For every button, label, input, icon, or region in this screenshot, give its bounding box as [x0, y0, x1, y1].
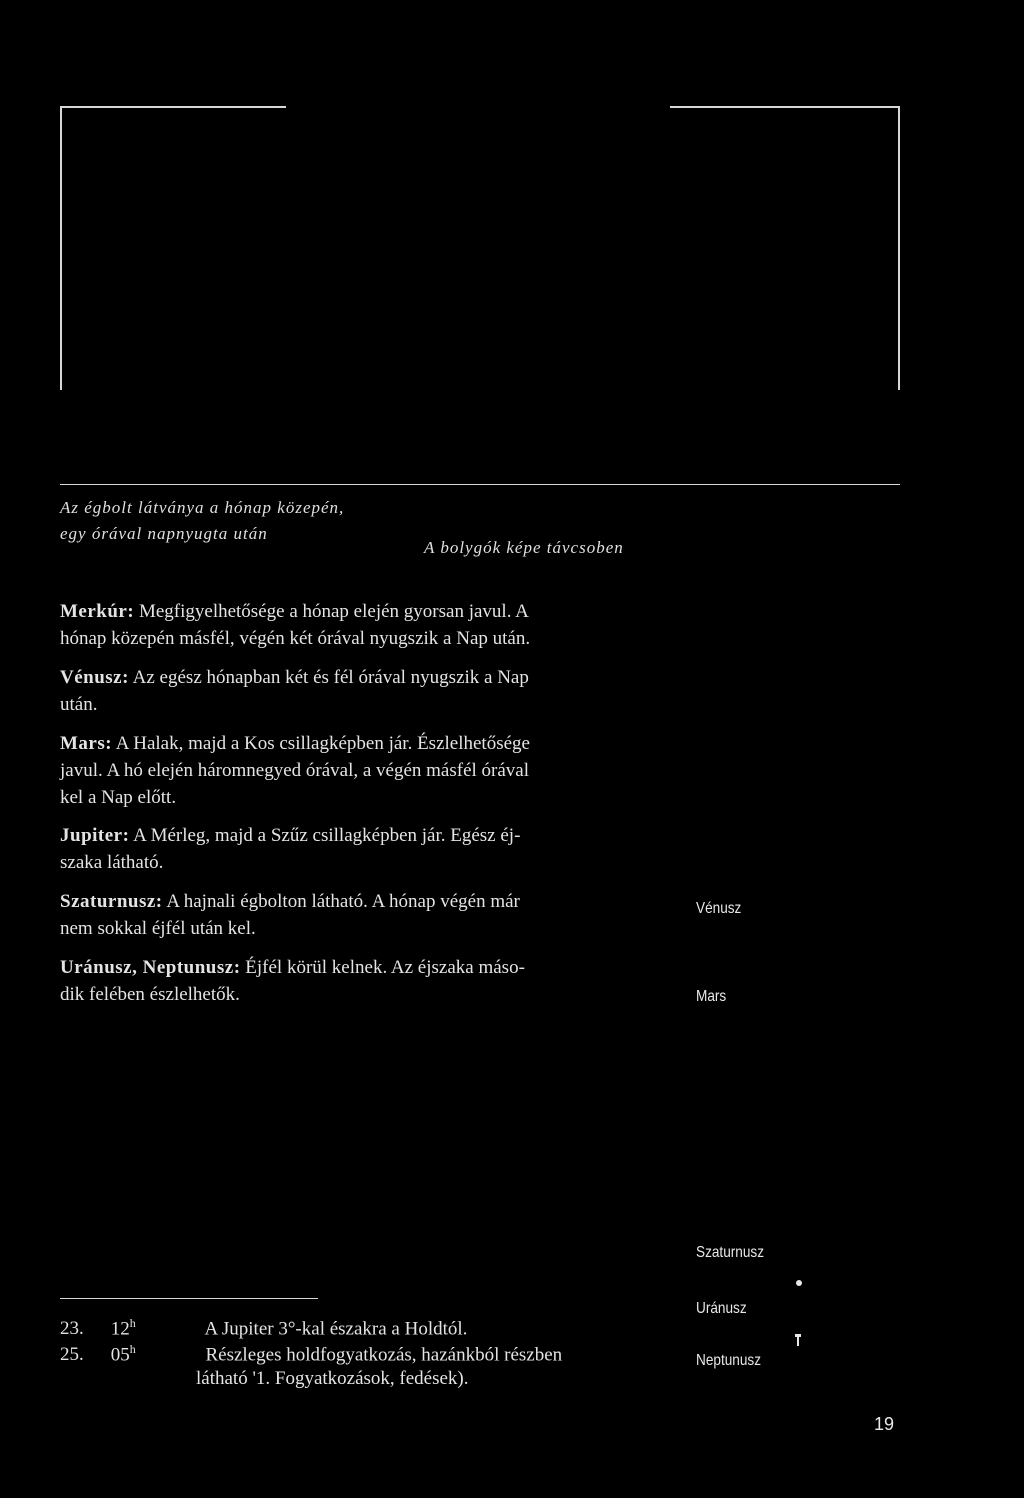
planet-text: Az egész hónapban két és fél órával nyugszik a Nap [132, 667, 529, 688]
label-uranusz: Uránusz [696, 1300, 747, 1317]
planet-name: Szaturnusz: [60, 891, 163, 912]
planet-name: Jupiter: [60, 825, 130, 846]
planet-name: Vénusz: [60, 667, 129, 688]
caption-divider [60, 484, 900, 485]
planet-name: Uránusz, Neptunusz: [60, 957, 241, 978]
event-day: 23. [60, 1318, 84, 1340]
sky-caption-line1: Az égbolt látványa a hónap közepén, [60, 498, 345, 517]
planet-text: Éjfél körül kelnek. Az éjszaka máso- [245, 957, 525, 978]
event-time: 12$^h$ [110, 1316, 136, 1340]
page-number: 19 [874, 1414, 895, 1434]
planet-text: hónap közepén másfél, végén két órával nyugszik a Nap után. [60, 628, 531, 649]
label-szaturnusz: Szaturnusz [696, 1244, 765, 1261]
planet-merkur [60, 598, 650, 652]
event-row [60, 1316, 467, 1340]
label-mars: Mars [696, 988, 727, 1005]
planet-text: javul. A hó elején háromnegyed órával, a végén másfél órával [60, 760, 530, 781]
planet-text: Megfigyelhetősége a hónap elején gyorsan javul. A [138, 601, 529, 622]
frame-left [60, 106, 62, 390]
events-divider [60, 1298, 318, 1299]
sky-caption-line2: egy órával napnyugta után [60, 524, 268, 543]
planet-uranusz-neptunusz [60, 954, 650, 1008]
planet-name: Mars: [60, 733, 113, 754]
event-text: A Jupiter 3°-kal északra a Holdtól. [204, 1318, 468, 1340]
frame-top-left [60, 106, 286, 108]
label-venusz: Vénusz [696, 900, 742, 917]
event-day: 25. [60, 1344, 84, 1366]
planet-name: Merkúr: [60, 601, 135, 622]
planet-text: dik felében észlelhetők. [60, 984, 240, 1005]
planet-text: A Mérleg, majd a Szűz csillagképben jár. Egész éj- [133, 825, 521, 846]
label-neptunusz: Neptunusz [696, 1352, 762, 1369]
planet-text: nem sokkal éjfél után kel. [60, 918, 256, 939]
telescope-caption: A bolygók képe távcsoben [424, 538, 624, 557]
event-text: Részleges holdfogyatkozás, hazánkból részben [205, 1344, 563, 1366]
event-text-continued: látható '1. Fogyatkozások, fedések). [196, 1368, 469, 1389]
planet-mars [60, 730, 650, 811]
event-time: 05$^h$ [110, 1342, 136, 1366]
event-row [60, 1342, 562, 1366]
frame-top-right [670, 106, 900, 108]
saturn-dot-icon [796, 1280, 802, 1286]
planet-text: kel a Nap előtt. [60, 787, 177, 808]
planet-venusz [60, 664, 650, 718]
planet-jupiter [60, 822, 650, 876]
frame-right [898, 106, 900, 390]
neptune-mark-icon [796, 1334, 800, 1346]
planet-text: után. [60, 694, 98, 715]
planet-text: A hajnali égbolton látható. A hónap végén már [166, 891, 520, 912]
planet-text: szaka látható. [60, 852, 164, 873]
planet-szaturnusz [60, 888, 650, 942]
planet-text: A Halak, majd a Kos csillagképben jár. Észlelhetősége [115, 733, 530, 754]
